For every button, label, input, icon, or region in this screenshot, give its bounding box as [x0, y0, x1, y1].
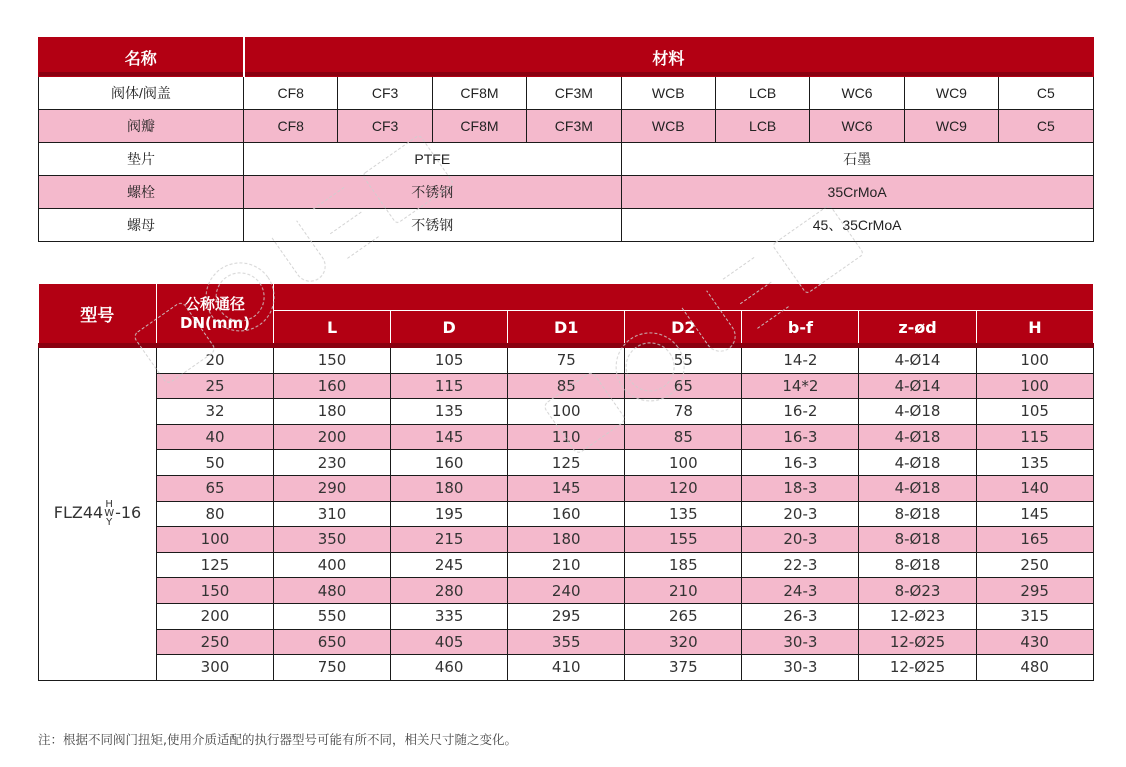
- table-row: [39, 373, 1094, 399]
- material-cell: 不锈钢: [244, 176, 622, 209]
- dimension-cell: 650: [274, 629, 391, 655]
- dimension-cell: 480: [976, 655, 1093, 681]
- dimension-cell: 355: [508, 629, 625, 655]
- dimension-cell: 105: [976, 399, 1093, 425]
- material-cell: CF8M: [432, 110, 526, 143]
- table-row: [39, 501, 1094, 527]
- dn-cell: 25: [157, 373, 274, 399]
- dimension-cell: 140: [976, 475, 1093, 501]
- dimension-cell: 400: [274, 552, 391, 578]
- dimension-cell: 78: [625, 399, 742, 425]
- model-variant-stack: [104, 500, 114, 527]
- material-cell: C5: [999, 110, 1094, 143]
- table-row: [39, 527, 1094, 553]
- header-material: 材料: [244, 38, 1094, 77]
- dn-cell: 300: [157, 655, 274, 681]
- material-cell: 45、35CrMoA: [621, 209, 1093, 242]
- row-label: 阀体/阀盖: [39, 77, 244, 110]
- dimension-cell: 295: [976, 578, 1093, 604]
- dimension-cell: 430: [976, 629, 1093, 655]
- dimension-cell: 16-3: [742, 424, 859, 450]
- dimension-cell: 180: [274, 399, 391, 425]
- dimension-cell: 145: [976, 501, 1093, 527]
- dimension-cell: 75: [508, 346, 625, 374]
- dimension-cell: 12-Ø25: [859, 655, 976, 681]
- dimension-cell: 55: [625, 346, 742, 374]
- table-row: [39, 552, 1094, 578]
- table-row: [39, 110, 1094, 143]
- header-col-d2: D2: [625, 311, 742, 346]
- material-cell: 不锈钢: [244, 209, 622, 242]
- dimension-cell: 210: [508, 552, 625, 578]
- dimension-cell: 290: [274, 475, 391, 501]
- dn-cell: 50: [157, 450, 274, 476]
- dimension-cell: 250: [976, 552, 1093, 578]
- dimension-cell: 135: [391, 399, 508, 425]
- dimension-cell: 100: [976, 373, 1093, 399]
- dimension-cell: 30-3: [742, 655, 859, 681]
- dimension-cell: 750: [274, 655, 391, 681]
- dimension-cell: 4-Ø18: [859, 475, 976, 501]
- dimension-cell: 16-2: [742, 399, 859, 425]
- dimension-cell: 125: [508, 450, 625, 476]
- dimension-cell: 265: [625, 603, 742, 629]
- dimension-cell: 120: [625, 475, 742, 501]
- dimension-cell: 320: [625, 629, 742, 655]
- dimension-cell: 295: [508, 603, 625, 629]
- material-cell: WC9: [904, 77, 998, 110]
- dimension-cell: 16-3: [742, 450, 859, 476]
- dimension-cell: 14-2: [742, 346, 859, 374]
- table-row: [39, 176, 1094, 209]
- dn-cell: 32: [157, 399, 274, 425]
- dimension-cell: 4-Ø14: [859, 346, 976, 374]
- dimension-cell: 100: [976, 346, 1093, 374]
- table-row: [39, 143, 1094, 176]
- dimension-cell: 405: [391, 629, 508, 655]
- dimension-cell: 4-Ø18: [859, 450, 976, 476]
- footnote: 注：根据不同阀门扭矩,使用介质适配的执行器型号可能有所不同，相关尺寸随之变化。: [38, 732, 517, 747]
- dimension-cell: 230: [274, 450, 391, 476]
- model-variant-y: Y: [106, 517, 113, 529]
- model-cell: [39, 346, 157, 681]
- dimension-cell: 165: [976, 527, 1093, 553]
- model-variant-w: W: [104, 508, 115, 520]
- dimension-cell: 160: [508, 501, 625, 527]
- header-col-zd: z-ød: [859, 311, 976, 346]
- header-name: 名称: [39, 38, 244, 77]
- header-spacer: [274, 284, 1094, 311]
- table-row: [39, 578, 1094, 604]
- header-col-l: L: [274, 311, 391, 346]
- dimension-cell: 115: [391, 373, 508, 399]
- dimension-cell: 135: [625, 501, 742, 527]
- dimension-cell: 145: [391, 424, 508, 450]
- dimension-cell: 100: [508, 399, 625, 425]
- material-cell: LCB: [715, 110, 809, 143]
- dn-cell: 80: [157, 501, 274, 527]
- dimension-cell: 8-Ø18: [859, 527, 976, 553]
- materials-table: [38, 37, 1094, 242]
- table-row: [39, 209, 1094, 242]
- dimension-cell: 150: [274, 346, 391, 374]
- header-dn-line2: DN(mm): [180, 313, 250, 332]
- dimension-cell: 180: [508, 527, 625, 553]
- header-col-d: D: [391, 311, 508, 346]
- header-model: 型号: [39, 284, 157, 346]
- dimensions-table: [38, 284, 1094, 681]
- row-label: 阀瓣: [39, 110, 244, 143]
- dimension-cell: 12-Ø23: [859, 603, 976, 629]
- dimension-cell: 65: [625, 373, 742, 399]
- dn-cell: 20: [157, 346, 274, 374]
- material-cell: 35CrMoA: [621, 176, 1093, 209]
- dimension-cell: 200: [274, 424, 391, 450]
- dn-cell: 65: [157, 475, 274, 501]
- dimension-cell: 480: [274, 578, 391, 604]
- model-prefix: FLZ44: [53, 503, 104, 523]
- dimension-cell: 26-3: [742, 603, 859, 629]
- material-cell: CF3: [338, 77, 432, 110]
- dimension-cell: 105: [391, 346, 508, 374]
- material-cell: CF3M: [527, 77, 621, 110]
- dimension-cell: 280: [391, 578, 508, 604]
- material-cell: WC6: [810, 77, 904, 110]
- dimension-cell: 14*2: [742, 373, 859, 399]
- material-cell: CF3: [338, 110, 432, 143]
- row-label: 螺母: [39, 209, 244, 242]
- dimension-cell: 155: [625, 527, 742, 553]
- dimension-cell: 100: [625, 450, 742, 476]
- table-row: [39, 603, 1094, 629]
- material-cell: 石墨: [621, 143, 1093, 176]
- table-row: [39, 450, 1094, 476]
- table-row: [39, 399, 1094, 425]
- dimension-cell: 20-3: [742, 501, 859, 527]
- dimension-cell: 12-Ø25: [859, 629, 976, 655]
- dimension-cell: 8-Ø18: [859, 552, 976, 578]
- dimension-cell: 350: [274, 527, 391, 553]
- dn-cell: 40: [157, 424, 274, 450]
- model-variant-h: H: [105, 499, 113, 511]
- dn-cell: 150: [157, 578, 274, 604]
- dn-cell: 200: [157, 603, 274, 629]
- material-cell: WC9: [904, 110, 998, 143]
- dimension-cell: 550: [274, 603, 391, 629]
- dimension-cell: 22-3: [742, 552, 859, 578]
- dimension-cell: 185: [625, 552, 742, 578]
- table-row: [39, 475, 1094, 501]
- header-col-d1: D1: [508, 311, 625, 346]
- header-dn-line1: 公称通径: [184, 294, 245, 313]
- dimension-cell: 4-Ø18: [859, 399, 976, 425]
- material-cell: CF8M: [432, 77, 526, 110]
- dimension-cell: 210: [625, 578, 742, 604]
- dimension-cell: 410: [508, 655, 625, 681]
- row-label: 螺栓: [39, 176, 244, 209]
- material-cell: WCB: [621, 77, 715, 110]
- dimension-cell: 240: [508, 578, 625, 604]
- dimension-cell: 215: [391, 527, 508, 553]
- dimension-cell: 145: [508, 475, 625, 501]
- dimension-cell: 85: [508, 373, 625, 399]
- dimensions-body: [39, 346, 1094, 681]
- material-cell: C5: [999, 77, 1094, 110]
- dimension-cell: 245: [391, 552, 508, 578]
- material-cell: WCB: [621, 110, 715, 143]
- table-row: [39, 346, 1094, 374]
- dn-cell: 125: [157, 552, 274, 578]
- dimension-cell: 8-Ø18: [859, 501, 976, 527]
- dimension-cell: 460: [391, 655, 508, 681]
- dimension-cell: 20-3: [742, 527, 859, 553]
- table-row: [39, 424, 1094, 450]
- material-cell: PTFE: [244, 143, 622, 176]
- model-suffix: -16: [115, 503, 142, 523]
- dimension-cell: 180: [391, 475, 508, 501]
- table-row: [39, 77, 1094, 110]
- dimension-cell: 195: [391, 501, 508, 527]
- material-cell: LCB: [715, 77, 809, 110]
- material-cell: WC6: [810, 110, 904, 143]
- table-row: [39, 655, 1094, 681]
- dimension-cell: 18-3: [742, 475, 859, 501]
- table-row: [39, 629, 1094, 655]
- row-label: 垫片: [39, 143, 244, 176]
- header-col-bf: b-f: [742, 311, 859, 346]
- dimension-cell: 4-Ø18: [859, 424, 976, 450]
- dimension-cell: 160: [274, 373, 391, 399]
- dimension-cell: 335: [391, 603, 508, 629]
- dimension-cell: 24-3: [742, 578, 859, 604]
- header-dn: [157, 284, 274, 346]
- dimension-cell: 85: [625, 424, 742, 450]
- dimension-cell: 310: [274, 501, 391, 527]
- material-cell: CF8: [244, 110, 338, 143]
- dimension-cell: 115: [976, 424, 1093, 450]
- dn-cell: 100: [157, 527, 274, 553]
- material-cell: CF8: [244, 77, 338, 110]
- dimension-cell: 135: [976, 450, 1093, 476]
- dimension-cell: 8-Ø23: [859, 578, 976, 604]
- header-col-h: H: [976, 311, 1093, 346]
- dimension-cell: 4-Ø14: [859, 373, 976, 399]
- dimension-cell: 375: [625, 655, 742, 681]
- dimension-cell: 315: [976, 603, 1093, 629]
- dimension-cell: 110: [508, 424, 625, 450]
- material-cell: CF3M: [527, 110, 621, 143]
- dn-cell: 250: [157, 629, 274, 655]
- dimension-cell: 160: [391, 450, 508, 476]
- dimension-cell: 30-3: [742, 629, 859, 655]
